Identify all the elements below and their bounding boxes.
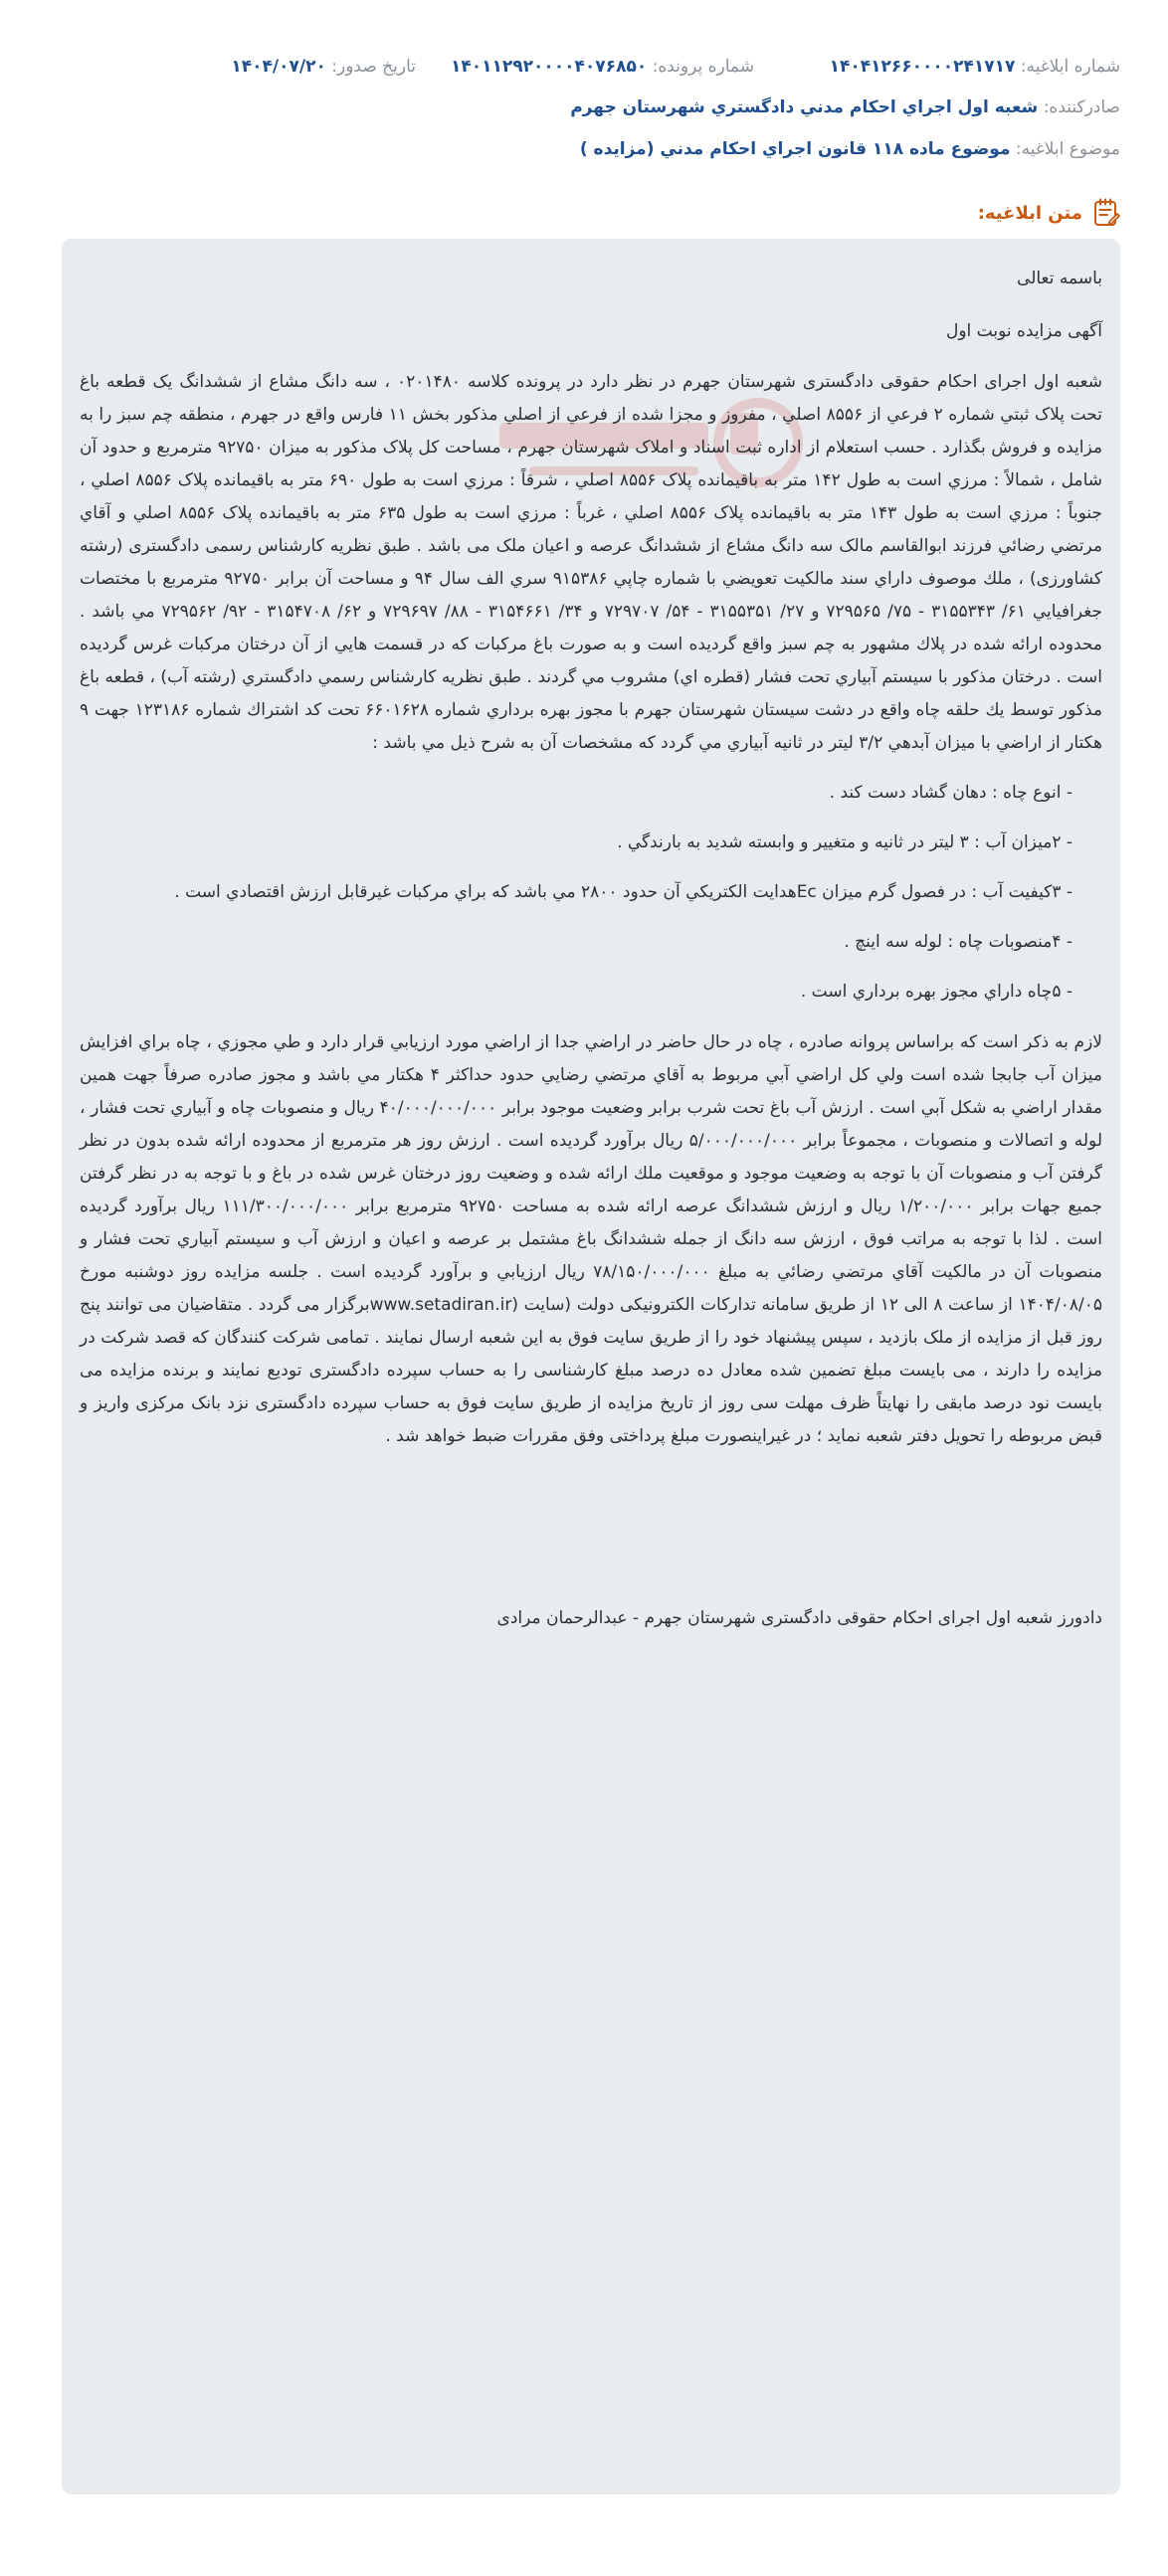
case-number-label: شماره پرونده: [652, 57, 754, 77]
section-title: متن ابلاغیه: [977, 202, 1082, 224]
subject [580, 134, 1120, 164]
issue-date [231, 52, 416, 82]
subject-row [48, 134, 1120, 164]
main-paragraph: شعبه اول اجرای احکام حقوقی دادگستری شهرستان جهرم در نظر دارد در پرونده کلاسه ۰۲۰۱۴۸۰ ، سه دانگ مشاع از ششدانگ یک قطعه باغ تحت پلاک ثبتي شماره ۲ فرعي از ۸۵۵۶ اصلي ، مفروز و مجزا شده از فرعي از اصلي مذكور بخش ۱۱ فارس واقع در جهرم ، منطقه چم سبز را به مزايده و فروش بگذارد . حسب استعلام از اداره ثبت اسناد و املاک شهرستان جهرم ، مساحت کل پلاک مذکور به میزان ۹۲۷۵۰ مترمربع و حدود آن شامل ، شمالاً : مرزي است به طول ۱۴۲ متر به باقیمانده پلاک ۸۵۵۶ اصلي ، شرقاً : مرزي است به طول ۶۹۰ متر به باقیمانده پلاک ۸۵۵۶ اصلي ، جنوباً : مرزي است به طول ۱۴۳ متر به باقیمانده پلاک ۸۵۵۶ اصلي ، غرباً : مرزي است به طول ۶۳۵ متر به باقیمانده پلاک ۸۵۵۶ اصلي و آقاي مرتضي رضائي فرزند ابوالقاسم مالک سه دانگ مشاع از ششدانگ عرصه و اعیان ملک می باشد . طبق نظریه کارشناس رسمی دادگستری (رشته کشاورزی) ، ملك موصوف داراي سند مالکیت تعويضي با شماره چاپي ۹۱۵۳۸۶ سري الف سال ۹۴ و مساحت آن برابر ۹۲۷۵۰ مترمربع با مختصات جغرافيايي ۶۱/ ۳۱۵۵۳۴۳ - ۷۵/ ۷۲۹۵۶۵ و ۲۷/ ۳۱۵۵۳۵۱ - ۵۴/ ۷۲۹۷۰۷ و ۳۴/ ۳۱۵۴۶۶۱ - ۸۸/ ۷۲۹۶۹۷ و ۶۲/ ۳۱۵۴۷۰۸ - ۹۲/ ۷۲۹۵۶۲ مي باشد . محدوده ارائه شده در پلاك مشهور به چم سبز واقع گرديده است و به صورت باغ مركبات كه در قسمت هايي از آن درختان مركبات غرس گرديده است . درختان مذكور با سيستم آبياري تحت فشار (قطره اي) مشروب مي گردند . طبق نظريه كارشناس رسمي دادگستري (رشته آب) ، قطعه باغ مذكور توسط يك حلقه چاه واقع در دشت سيستان شهرستان جهرم با مجوز بهره برداري شماره ۶۶۰۱۶۲۸ تحت كد اشتراك شماره ۱۲۳۱۸۶ جهت ۹ هكتار از اراضي با ميزان آبدهي ۳/۲ ليتر در ثانيه آبياري مي گردد كه مشخصات آن به شرح ذيل مي باشد : [80, 372, 1103, 753]
issue-date-value: ۱۴۰۴/۰۷/۲۰ [231, 57, 326, 77]
list-item: - ۵چاه داراي مجوز بهره برداري است . [800, 982, 1072, 1002]
issuer-value: شعبه اول اجراي احكام مدني دادگستري شهرستان جهرم [570, 97, 1039, 117]
document-text-icon [1092, 198, 1120, 228]
second-paragraph: لازم به ذكر است كه براساس پروانه صادره ، چاه در حال حاضر در اراضي جدا از اراضي مورد ارزيابي قرار دارد و طي مجوزي ، چاه براي افزايش ميزان آب جابجا شده است ولي كل اراضي آبي مربوط به آقاي مرتضي رضايي حدود حداكثر ۴ هكتار مي باشد و مجوز صادره صرفاً جهت همين مقدار اراضي به شكل آبي است . ارزش آب باغ تحت شرب برابر وضعيت موجود برابر ۴۰/۰۰۰/۰۰۰/۰۰۰ ريال و منصوبات چاه و آبياري تحت فشار ، لوله و اتصالات و منصوبات ، مجموعاً برابر ۵/۰۰۰/۰۰۰/۰۰۰ ريال برآورد گرديده است . ارزش روز هر مترمربع از محدوده ارائه شده بدون در نظر گرفتن آب و منصوبات آن با توجه به وضعيت موجود و موقعيت ملك ارائه شده و وضعيت روز درختان غرس شده در باغ و با توجه به در نظر گرفتن جميع جهات برابر ۱/۲۰۰/۰۰۰ ريال و ارزش ششدانگ عرصه ارائه شده به مساحت ۹۲۷۵۰ مترمربع برابر ۱۱۱/۳۰۰/۰۰۰/۰۰۰ ريال برآورد گرديده است . لذا با توجه به مراتب فوق ، ارزش سه دانگ از جمله ششدانگ باغ مشتمل بر عرصه و اعيان و ارزش آب و سيستم آبياري تحت فشار و منصوبات آن در مالكيت آقاي مرتضي رضائي به مبلغ ۷۸/۱۵۰/۰۰۰/۰۰۰ ريال ارزيابي و برآورد گرديده است . جلسه مزایده روز دوشنبه مورخ ۱۴۰۴/۰۸/۰۵ از ساعت ۸ الی ۱۲ از طریق سامانه تدارکات الکترونیکی دولت (سایت (www.setadiran.irبرگزار می گردد . متقاضیان می توانند پنج روز قبل از مزایده از ملک بازدید ، سپس پیشنهاد خود را از طریق سایت فوق به این شعبه ارسال نمایند . تمامی شرکت کنندگان که قصد شرکت در مزایده را دارند ، می بایست مبلغ تضمین شده معادل ده درصد مبلغ کارشناسی را به حساب سپرده دادگستری تودیع نمایند و برنده مزایده می بایست نود درصد مابقی را نهایتاً ظرف مهلت سی روز از تاریخ مزایده از طریق سایت فوق به حساب سپرده دادگستری نزد بانک مرکزی واریز و قبض مربوطه را تحویل دفتر شعبه نماید ؛ در غیراینصورت مبلغ پرداختی وفق مقررات ضبط خواهد شد . [80, 1032, 1103, 1446]
notice-meta-row [48, 52, 1120, 82]
greeting-text: باسمه تعالی [1017, 269, 1102, 288]
list-item: - ۴منصوبات چاه : لوله سه اینچ . [844, 932, 1072, 952]
notice-number-label: شماره ابلاغيه: [1020, 57, 1120, 77]
list-item: - ۲میزان آب : ۳ لیتر در ثانیه و متغییر و وابسته شدید به بارندگي . [617, 832, 1072, 852]
notice-number [830, 52, 1120, 82]
notice-number-value: ۱۴۰۴۱۲۶۶۰۰۰۰۲۴۱۷۱۷ [829, 57, 1016, 77]
subject-value: موضوع ماده ۱۱۸ قانون اجراي احكام مدني (مزايده ) [579, 139, 1011, 159]
list-item: - انوع چاه : دهان گشاد دست کند . [829, 783, 1072, 803]
notice-text-heading [978, 196, 1120, 230]
issue-date-label: تاریخ صدور: [331, 57, 416, 77]
issuer [570, 92, 1120, 122]
list-item: - ۳کیفیت آب : در فصول گرم ميزان Ecهدايت الكتريكي آن حدود ۲۸۰۰ مي باشد كه براي مركبات غيرقابل ارزش اقتصادي است . [174, 882, 1072, 902]
case-number [451, 52, 754, 82]
issuer-row [48, 92, 1120, 122]
signature-line: دادورز شعبه اول اجرای احکام حقوقی دادگستری شهرستان جهرم - عبدالرحمان مرادی [496, 1608, 1102, 1628]
auction-title: آگهی مزایده نوبت اول [945, 321, 1102, 341]
issuer-label: صادرکننده: [1043, 97, 1120, 117]
case-number-value: ۱۴۰۱۱۲۹۲۰۰۰۰۴۰۷۶۸۵۰ [451, 57, 648, 77]
notice-text-box [62, 239, 1120, 2494]
subject-label: موضوع ابلاغیه: [1015, 139, 1120, 159]
